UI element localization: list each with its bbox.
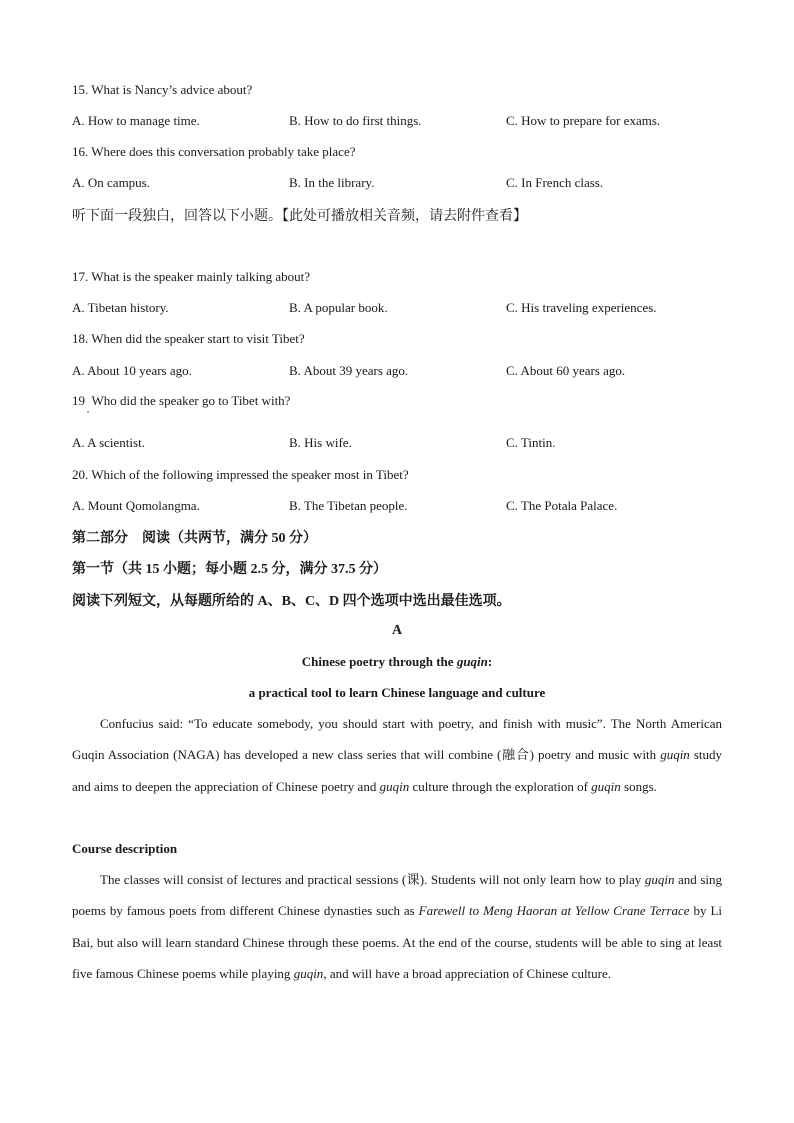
listening-instruction: 听下面一段独白，回答以下小题。【此处可播放相关音频，请去附件查看】 (72, 209, 527, 224)
question-17 (72, 269, 310, 285)
course-description-heading: Course description (72, 841, 178, 856)
q17-option-c: C. His traveling experiences. (506, 300, 657, 315)
q16-option-b: B. In the library. (289, 175, 375, 190)
question-text: Where does this conversation probably take place? (91, 144, 356, 159)
q18-option-b: B. About 39 years ago. (289, 363, 409, 378)
question-text: When did the speaker start to visit Tibet? (91, 331, 305, 346)
passage-title-line-1: Chinese poetry through the guqin: (301, 654, 493, 669)
q16-option-c: C. In French class. (506, 175, 604, 190)
q18-option-c: C. About 60 years ago. (506, 363, 626, 378)
q19-option-b: B. His wife. (289, 435, 352, 450)
q17-option-a: A. Tibetan history. (72, 300, 169, 315)
q18-option-a: A. About 10 years ago. (72, 363, 192, 378)
passage-letter: A (391, 623, 403, 638)
q19-option-a: A. A scientist. (72, 435, 145, 450)
question-15 (72, 82, 252, 98)
question-text: What is Nancy’s advice about? (91, 82, 253, 97)
question-number: 19 (72, 393, 85, 408)
q20-option-b: B. The Tibetan people. (289, 498, 408, 513)
q20-option-c: C. The Potala Palace. (506, 498, 618, 513)
q19-option-c: C. Tintin. (506, 435, 556, 450)
q17-option-b: B. A popular book. (289, 300, 388, 315)
passage-paragraph-1: Confucius said: “To educate somebody, you should start with poetry, and finish with music”. The North American Guqin Association (NAGA) has developed a new class series that will combine (融合) poetry and music with guqin study and aims to deepen the appreciation of Chinese poetry and guqin culture through the exploration of guqin songs. (72, 716, 722, 794)
part-two-title: 第二部分 阅读（共两节，满分 50 分） (72, 531, 317, 546)
question-number: 17. (72, 269, 89, 284)
passage-paragraph-2: The classes will consist of lectures and practical sessions (课). Students will not only learn how to play guqin and sing poems by famous poets from different Chinese dynasties such as Farewell to Meng Haoran at Yellow Crane Terrace by Li Bai, but also will learn standard Chinese through these poems. At the end of the course, students will be able to sing at least five famous Chinese poems while playing guqin, and will have a broad appreciation of Chinese culture. (72, 872, 722, 981)
question-18 (72, 331, 305, 347)
question-number: 18. (72, 331, 89, 346)
question-number: 20. (72, 467, 89, 482)
passage-title-line-2: a practical tool to learn Chinese language and culture (248, 685, 546, 700)
q15-option-a: A. How to manage time. (72, 113, 200, 128)
question-text: Who did the speaker go to Tibet with? (91, 393, 291, 408)
reading-instruction: 阅读下列短文，从每题所给的 A、B、C、D 四个选项中选出最佳选项。 (72, 594, 511, 609)
question-20 (72, 467, 409, 483)
question-number: 16. (72, 144, 89, 159)
q15-option-b: B. How to do first things. (289, 113, 422, 128)
stray-dot-mark: • (87, 410, 90, 416)
q16-option-a: A. On campus. (72, 175, 150, 190)
question-number: 15. (72, 82, 89, 97)
q15-option-c: C. How to prepare for exams. (506, 113, 661, 128)
question-19 (72, 393, 290, 409)
question-16 (72, 144, 356, 160)
section-one-title: 第一节（共 15 小题；每小题 2.5 分，满分 37.5 分） (72, 562, 387, 577)
question-text: Which of the following impressed the speaker most in Tibet? (91, 467, 409, 482)
question-text: What is the speaker mainly talking about? (91, 269, 311, 284)
q20-option-a: A. Mount Qomolangma. (72, 498, 200, 513)
